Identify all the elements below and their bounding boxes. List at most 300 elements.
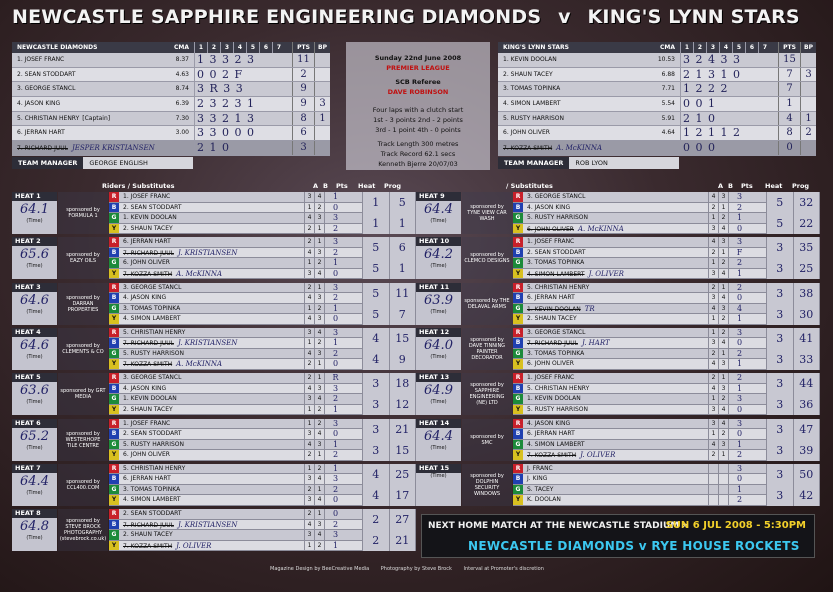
heat-rider-points[interactable]: 3 — [324, 283, 346, 293]
prog-home[interactable]: 47 — [799, 422, 814, 436]
prog-home[interactable]: 50 — [799, 467, 814, 481]
rider-cma: 8.74 — [175, 85, 189, 93]
gate-color-badge: G — [513, 440, 523, 450]
heat-score[interactable]: 3 — [372, 377, 380, 391]
heat-score-column — [363, 283, 390, 325]
heat-time[interactable]: 64.4 — [20, 473, 49, 489]
prog-away[interactable]: 12 — [395, 398, 410, 412]
prog-home[interactable]: 41 — [799, 331, 814, 345]
prog-home[interactable]: 35 — [799, 241, 814, 255]
heat-rider-name — [119, 530, 304, 540]
prog-away[interactable]: 21 — [395, 534, 410, 548]
heat-rider-points[interactable]: 3 — [728, 464, 750, 474]
heat-totals — [766, 192, 820, 234]
heat-rider-name-text: 1. KEVIN DOOLAN — [527, 305, 581, 313]
prog-column — [794, 283, 821, 325]
manager-label: TEAM MANAGER — [498, 157, 569, 169]
heat-totals — [362, 328, 416, 370]
gate-color-badge: Y — [109, 405, 119, 415]
gate-b: 3 — [718, 304, 728, 314]
heat-time[interactable]: 65.6 — [20, 247, 49, 263]
prog-home[interactable]: 11 — [395, 286, 410, 300]
heat-info — [12, 328, 57, 370]
heat-rider-name — [523, 359, 708, 369]
heat-score-away[interactable]: 5 — [372, 307, 380, 321]
gate-a: 3 — [304, 192, 314, 202]
heat-score-away[interactable]: 3 — [372, 398, 380, 412]
heat-number-header: 3 — [220, 42, 233, 53]
rider-heat-scores: 1 3 3 2 3 — [194, 53, 286, 67]
heat-rider-points[interactable]: 1 — [728, 485, 750, 495]
heat-score[interactable]: 5 — [776, 196, 784, 209]
heat-rider-points[interactable]: 2 — [324, 520, 346, 530]
heat-score-away[interactable]: 3 — [776, 398, 784, 412]
heat-totals — [362, 464, 416, 506]
gate-color-badge: R — [109, 419, 119, 429]
prog-column — [390, 237, 417, 279]
heat-rider-points[interactable]: 0 — [324, 269, 346, 279]
heat-rider-name — [119, 293, 304, 303]
gate-color-badge: B — [109, 248, 119, 258]
gate-a — [708, 464, 718, 474]
heat-rider-points[interactable]: 4 — [728, 304, 750, 314]
heat-rider-name — [523, 237, 708, 247]
heat-rider-points[interactable]: 1 — [728, 269, 750, 279]
gate-b: 1 — [314, 485, 324, 495]
gate-color-badge: R — [109, 192, 119, 202]
heat-sponsor: sponsored by SMC — [462, 419, 512, 461]
rider-cma: 7.71 — [661, 85, 675, 93]
heat-rider-name — [119, 349, 304, 359]
heat-rider-points[interactable]: 0 — [324, 359, 346, 369]
heat-rider-points[interactable]: 2 — [728, 495, 750, 505]
next-match-label: NEXT HOME MATCH AT THE NEWCASTLE STADIUM » — [428, 521, 689, 531]
heat-sponsor: sponsored by DARRAN PROPERTIES — [58, 283, 108, 325]
gate-a: 4 — [304, 520, 314, 530]
heat-info — [416, 283, 461, 325]
heat-rider-points[interactable]: 0 — [324, 429, 346, 439]
team-rider-row — [12, 126, 330, 141]
prog-column — [794, 192, 821, 234]
prog-column — [794, 373, 821, 415]
heat-totals — [766, 237, 820, 279]
prog-away[interactable]: 36 — [799, 398, 814, 412]
rider-bonus-points — [314, 141, 330, 155]
rider-heat-scores: 3 R 3 3 — [194, 82, 286, 96]
heat-score-column — [767, 237, 794, 279]
heat-rider-name — [119, 520, 304, 530]
heat-score[interactable]: 3 — [776, 241, 784, 255]
manager-label: TEAM MANAGER — [12, 157, 83, 169]
rider-bonus-points — [314, 53, 330, 67]
heat-rider-points[interactable]: 3 — [324, 328, 346, 338]
team-rider-row — [498, 82, 816, 97]
heat-score-away[interactable]: 3 — [776, 443, 784, 457]
away-team-title: KING'S LYNN STARS — [587, 6, 800, 28]
heat-rider-name — [119, 237, 304, 247]
heat-rider-points[interactable]: 3 — [324, 384, 346, 394]
heat-rider-points[interactable]: 1 — [324, 440, 346, 450]
heat-rider-points[interactable]: 3 — [728, 394, 750, 404]
gate-b: 1 — [314, 359, 324, 369]
gate-color-badge: R — [513, 464, 523, 474]
prog-away[interactable]: 30 — [799, 307, 814, 321]
heat-rider-name-text: 4. SIMON LAMBERT — [123, 315, 181, 323]
heat-rider-points[interactable]: 0 — [324, 495, 346, 505]
heat-rider-points[interactable]: 0 — [728, 338, 750, 348]
heat-rider-name — [119, 485, 304, 495]
heat-rider-name — [523, 314, 708, 324]
rider-name — [498, 112, 640, 126]
rider-name — [12, 126, 154, 140]
prog-home[interactable]: 27 — [395, 513, 410, 527]
heat-score-away[interactable]: 5 — [776, 217, 784, 230]
heat-rider-points[interactable]: 1 — [324, 541, 346, 551]
gate-color-badge: G — [109, 258, 119, 268]
rider-bonus-points: 3 — [314, 97, 330, 111]
prog-away[interactable]: 15 — [395, 443, 410, 457]
prog-away[interactable]: 9 — [398, 352, 406, 366]
heat-rider-points[interactable]: 0 — [324, 314, 346, 324]
gate-b: 3 — [718, 384, 728, 394]
heat-rider-points[interactable]: 3 — [728, 419, 750, 429]
prog-home[interactable]: 6 — [398, 241, 406, 255]
heat-number: HEAT 14 — [416, 419, 461, 428]
heat-rider-name — [119, 495, 304, 505]
heat-info — [12, 192, 57, 234]
gate-a: 1 — [304, 419, 314, 429]
heat-rider-points[interactable]: 2 — [728, 283, 750, 293]
heat-substitute: TR — [584, 304, 595, 313]
gate-color-badge: R — [109, 464, 119, 474]
heat-rider-points[interactable]: 2 — [728, 349, 750, 359]
gate-a: 3 — [304, 429, 314, 439]
heat-rider-points[interactable]: 2 — [324, 485, 346, 495]
heat-score-away[interactable]: 3 — [776, 262, 784, 276]
heat-score[interactable]: 3 — [776, 377, 784, 391]
heat-time[interactable]: 64.8 — [20, 519, 49, 535]
heat-rider-name-text: 2. SHAUN TACEY — [123, 405, 173, 413]
heat-score[interactable]: 2 — [372, 513, 380, 527]
pts-header-right: Pts — [741, 182, 753, 190]
heat-rider-points[interactable]: R — [324, 373, 346, 383]
heat-sponsor: sponsored by CLEMCO DESIGNS — [462, 237, 512, 279]
prog-column — [390, 373, 417, 415]
home-team-manager — [12, 157, 193, 169]
heat-score-away[interactable]: 5 — [372, 262, 380, 276]
heat-sponsor: sponsored by CCL400.COM — [58, 464, 108, 506]
heat-score-away[interactable]: 4 — [372, 352, 380, 366]
heat-score-column — [363, 373, 390, 415]
gate-a: 4 — [304, 293, 314, 303]
gate-b: 4 — [718, 419, 728, 429]
heat-number-header: 7 — [758, 42, 771, 53]
heat-rider-points[interactable]: 1 — [728, 314, 750, 324]
time-label: (Time) — [26, 263, 43, 270]
prog-home[interactable]: 15 — [395, 331, 410, 345]
gate-a: 4 — [708, 192, 718, 202]
heat-rider-name-text: 2. SEAN STODDART — [123, 203, 182, 211]
gate-a: 4 — [304, 349, 314, 359]
heat-number-header: 5 — [246, 42, 259, 53]
team-rider-row — [12, 141, 330, 156]
heat-score-column — [363, 509, 390, 551]
heat-rider-points[interactable]: 1 — [324, 338, 346, 348]
gate-a: 4 — [304, 440, 314, 450]
gate-color-badge: R — [513, 237, 523, 247]
heat-time[interactable]: 64.4 — [424, 202, 453, 217]
heat-rider-points[interactable]: 1 — [324, 304, 346, 314]
heat-rider-name-text: 4. JASON KING — [527, 419, 571, 427]
heat-rider-points[interactable]: 0 — [728, 429, 750, 439]
heat-rider-points[interactable]: 0 — [324, 203, 346, 213]
referee-label: SCB Referee — [395, 78, 441, 86]
rider-total-points: 7 — [778, 82, 800, 96]
gate-color-badge: G — [513, 258, 523, 268]
page-title — [12, 6, 822, 34]
heat-score-away[interactable]: 3 — [776, 352, 784, 366]
heat-number: HEAT 10 — [416, 237, 461, 246]
heat-block — [12, 373, 417, 415]
rider-cma: 4.64 — [661, 129, 675, 137]
rider-total-points: 9 — [292, 82, 314, 96]
heat-rider-name — [523, 440, 708, 450]
heat-header-right: Heat — [765, 182, 783, 190]
heat-totals — [362, 419, 416, 461]
heat-time[interactable]: 65.2 — [20, 428, 49, 444]
gate-a: 3 — [304, 269, 314, 279]
heat-block — [416, 464, 821, 506]
heat-time[interactable]: 64.1 — [20, 202, 49, 217]
heat-rider-name-text: 2. SHAUN TACEY — [527, 315, 577, 323]
team-rider-row — [498, 112, 816, 127]
time-label: (Time) — [26, 308, 43, 315]
heat-score[interactable]: 1 — [372, 196, 380, 209]
gate-a: 1 — [304, 464, 314, 474]
heat-rider-points[interactable]: 1 — [728, 440, 750, 450]
heat-rider-points[interactable]: 1 — [324, 192, 346, 202]
prog-away[interactable]: 42 — [799, 488, 814, 502]
gate-a: 3 — [304, 495, 314, 505]
prog-away[interactable]: 25 — [799, 262, 814, 276]
heat-rider-points[interactable]: 2 — [324, 248, 346, 258]
prog-away[interactable]: 22 — [799, 217, 814, 230]
next-match-date: SUN 6 JUL 2008 - 5:30PM — [665, 520, 806, 531]
heat-score[interactable]: 4 — [372, 331, 380, 345]
heat-score[interactable]: 3 — [776, 331, 784, 345]
heat-rider-points[interactable]: 3 — [324, 419, 346, 429]
prog-home[interactable]: 38 — [799, 286, 814, 300]
time-label: (Time) — [430, 263, 447, 270]
team-rider-row — [498, 53, 816, 68]
prog-header-left: Prog — [384, 182, 402, 190]
heat-rider-points[interactable]: 0 — [728, 474, 750, 484]
heat-score[interactable]: 4 — [372, 467, 380, 481]
gate-a: 3 — [708, 224, 718, 234]
heat-rider-points[interactable]: 3 — [324, 474, 346, 484]
prog-home[interactable]: 5 — [398, 196, 406, 209]
rider-name — [498, 82, 640, 96]
gate-a: 1 — [304, 203, 314, 213]
rider-heat-scores: 1 2 1 1 2 — [680, 126, 772, 140]
prog-home[interactable]: 32 — [799, 196, 814, 209]
heat-block — [416, 237, 821, 279]
heat-rider-name — [523, 224, 708, 234]
prog-column — [794, 237, 821, 279]
heat-rider-points[interactable]: 2 — [324, 293, 346, 303]
prog-home[interactable]: 25 — [395, 467, 410, 481]
heat-rider-points[interactable]: 1 — [324, 405, 346, 415]
heat-rider-points[interactable]: 3 — [324, 530, 346, 540]
heat-time[interactable]: 64.6 — [20, 337, 49, 353]
gate-b: 1 — [718, 373, 728, 383]
heat-rider-points[interactable]: 2 — [728, 258, 750, 268]
gate-color-badge: G — [513, 485, 523, 495]
heat-rider-points[interactable]: 2 — [324, 450, 346, 460]
heat-rider-name — [523, 450, 708, 460]
heat-rider-points[interactable]: 2 — [728, 203, 750, 213]
heat-rider-name — [119, 429, 304, 439]
heat-time[interactable]: 64.6 — [20, 292, 49, 308]
gate-b: 3 — [718, 192, 728, 202]
heat-rider-points[interactable]: 0 — [324, 509, 346, 519]
gate-color-badge: B — [513, 293, 523, 303]
cma-header: CMA — [173, 44, 189, 51]
heat-block — [416, 373, 821, 415]
heat-totals — [362, 192, 416, 234]
heat-score[interactable]: 5 — [372, 241, 380, 255]
heat-rider-name — [119, 314, 304, 324]
rider-name-text: 1. KEVIN DOOLAN — [503, 56, 557, 63]
heat-rider-points[interactable]: 2 — [324, 224, 346, 234]
heat-score[interactable]: 3 — [776, 467, 784, 481]
gate-color-badge: B — [109, 384, 119, 394]
prog-away[interactable]: 39 — [799, 443, 814, 457]
captain-label: [Captain] — [82, 114, 111, 122]
gate-a — [708, 495, 718, 505]
gate-b: 1 — [314, 373, 324, 383]
heat-number: HEAT 2 — [12, 237, 57, 246]
substitute-name: JESPER KRISTIANSEN — [71, 144, 155, 153]
rider-name-text: 2. SEAN STODDART — [17, 70, 76, 78]
heat-rider-points[interactable]: 0 — [728, 405, 750, 415]
heat-rider-points[interactable]: 3 — [324, 213, 346, 223]
prog-home[interactable]: 21 — [395, 422, 410, 436]
heat-time[interactable]: 64.0 — [424, 337, 453, 353]
heat-rider-points[interactable]: 3 — [728, 192, 750, 202]
gate-b: 2 — [314, 258, 324, 268]
points-rule-1: Four laps with a clutch start — [372, 106, 464, 114]
heat-rider-name — [523, 419, 708, 429]
prog-home[interactable]: 18 — [395, 377, 410, 391]
heat-score[interactable]: 3 — [372, 422, 380, 436]
gate-a: 3 — [708, 269, 718, 279]
heat-rider-name — [119, 359, 304, 369]
prog-away[interactable]: 33 — [799, 352, 814, 366]
heat-rider-points[interactable]: 0 — [728, 293, 750, 303]
prog-column — [794, 419, 821, 461]
rider-bonus-points: 1 — [800, 112, 816, 126]
prog-away[interactable]: 1 — [398, 217, 406, 230]
heat-time[interactable]: 63.9 — [424, 292, 453, 308]
gate-color-badge: R — [109, 283, 119, 293]
heat-score[interactable]: 3 — [776, 286, 784, 300]
heat-rider-points[interactable]: 0 — [728, 224, 750, 234]
heat-rider-name-text: 4. JASON KING — [123, 384, 167, 392]
heat-rider-points[interactable]: 2 — [324, 394, 346, 404]
footer-interval: Interval at Promoter's discretion — [463, 566, 544, 572]
heat-rider-name — [119, 509, 304, 519]
heat-time[interactable]: 64.9 — [424, 383, 453, 399]
heat-rider-name-text: 5. CHRISTIAN HENRY — [527, 384, 590, 392]
heat-rider-name — [119, 384, 304, 394]
heat-rider-points[interactable]: 1 — [324, 258, 346, 268]
prog-header-right: Prog — [792, 182, 810, 190]
heat-rider-points[interactable]: 1 — [728, 213, 750, 223]
heat-rider-points[interactable]: 1 — [324, 464, 346, 474]
heat-rider-points[interactable]: 1 — [728, 359, 750, 369]
heat-rider-name — [119, 213, 304, 223]
heat-score-away[interactable]: 4 — [372, 488, 380, 502]
heat-score-away[interactable]: 3 — [776, 488, 784, 502]
heat-rider-points[interactable]: 3 — [728, 237, 750, 247]
rider-name-text: 5. RUSTY HARRISON — [503, 114, 564, 122]
heat-score-away[interactable]: 3 — [372, 443, 380, 457]
rider-name-text: 7. RICHARD JUUL — [17, 145, 68, 153]
heat-time[interactable]: 64.2 — [424, 247, 453, 263]
gate-a: 3 — [708, 293, 718, 303]
heat-rider-points[interactable]: 2 — [728, 373, 750, 383]
rider-cma: 6.39 — [175, 100, 189, 108]
team-rider-row — [498, 141, 816, 156]
heat-rider-points[interactable]: 2 — [324, 349, 346, 359]
prog-away[interactable]: 7 — [398, 307, 406, 321]
heat-time[interactable]: 63.6 — [20, 383, 49, 399]
gate-b: 4 — [718, 338, 728, 348]
prog-away[interactable]: 1 — [398, 262, 406, 276]
footer-design: Magazine Design by BeeCreative Media — [270, 566, 370, 572]
team-rider-row — [498, 97, 816, 112]
rider-bonus-points — [800, 141, 816, 155]
prog-column — [390, 192, 417, 234]
heat-sponsor: sponsored by DOLPHIN SECURITY WINDOWS — [462, 464, 512, 506]
gate-b: 1 — [718, 450, 728, 460]
heat-rider-points[interactable]: 3 — [324, 237, 346, 247]
heat-time[interactable]: 64.4 — [424, 428, 453, 444]
heat-score[interactable]: 5 — [372, 286, 380, 300]
heat-score-away[interactable]: 2 — [372, 534, 380, 548]
heat-substitute: J. OLIVER — [580, 451, 616, 459]
gate-b: 2 — [718, 328, 728, 338]
gate-a: 2 — [304, 359, 314, 369]
heat-number-header: 1 — [194, 42, 207, 53]
rider-name — [498, 97, 640, 111]
heat-rider-name-text: 7. KOZZA SMITH — [123, 361, 173, 369]
heat-block — [12, 509, 417, 551]
heat-score-away[interactable]: 3 — [776, 307, 784, 321]
heat-rider-points[interactable]: 1 — [728, 384, 750, 394]
prog-home[interactable]: 44 — [799, 377, 814, 391]
heat-rider-points[interactable]: 2 — [728, 450, 750, 460]
rider-total-points: 11 — [292, 53, 314, 67]
heat-rider-name — [523, 328, 708, 338]
heat-score[interactable]: 3 — [776, 422, 784, 436]
heat-score-away[interactable]: 1 — [372, 217, 380, 230]
heat-rider-points[interactable]: 3 — [728, 328, 750, 338]
rider-heat-scores: 0 0 0 — [680, 141, 732, 155]
prog-away[interactable]: 17 — [395, 488, 410, 502]
heat-rider-points[interactable]: F — [728, 248, 750, 258]
